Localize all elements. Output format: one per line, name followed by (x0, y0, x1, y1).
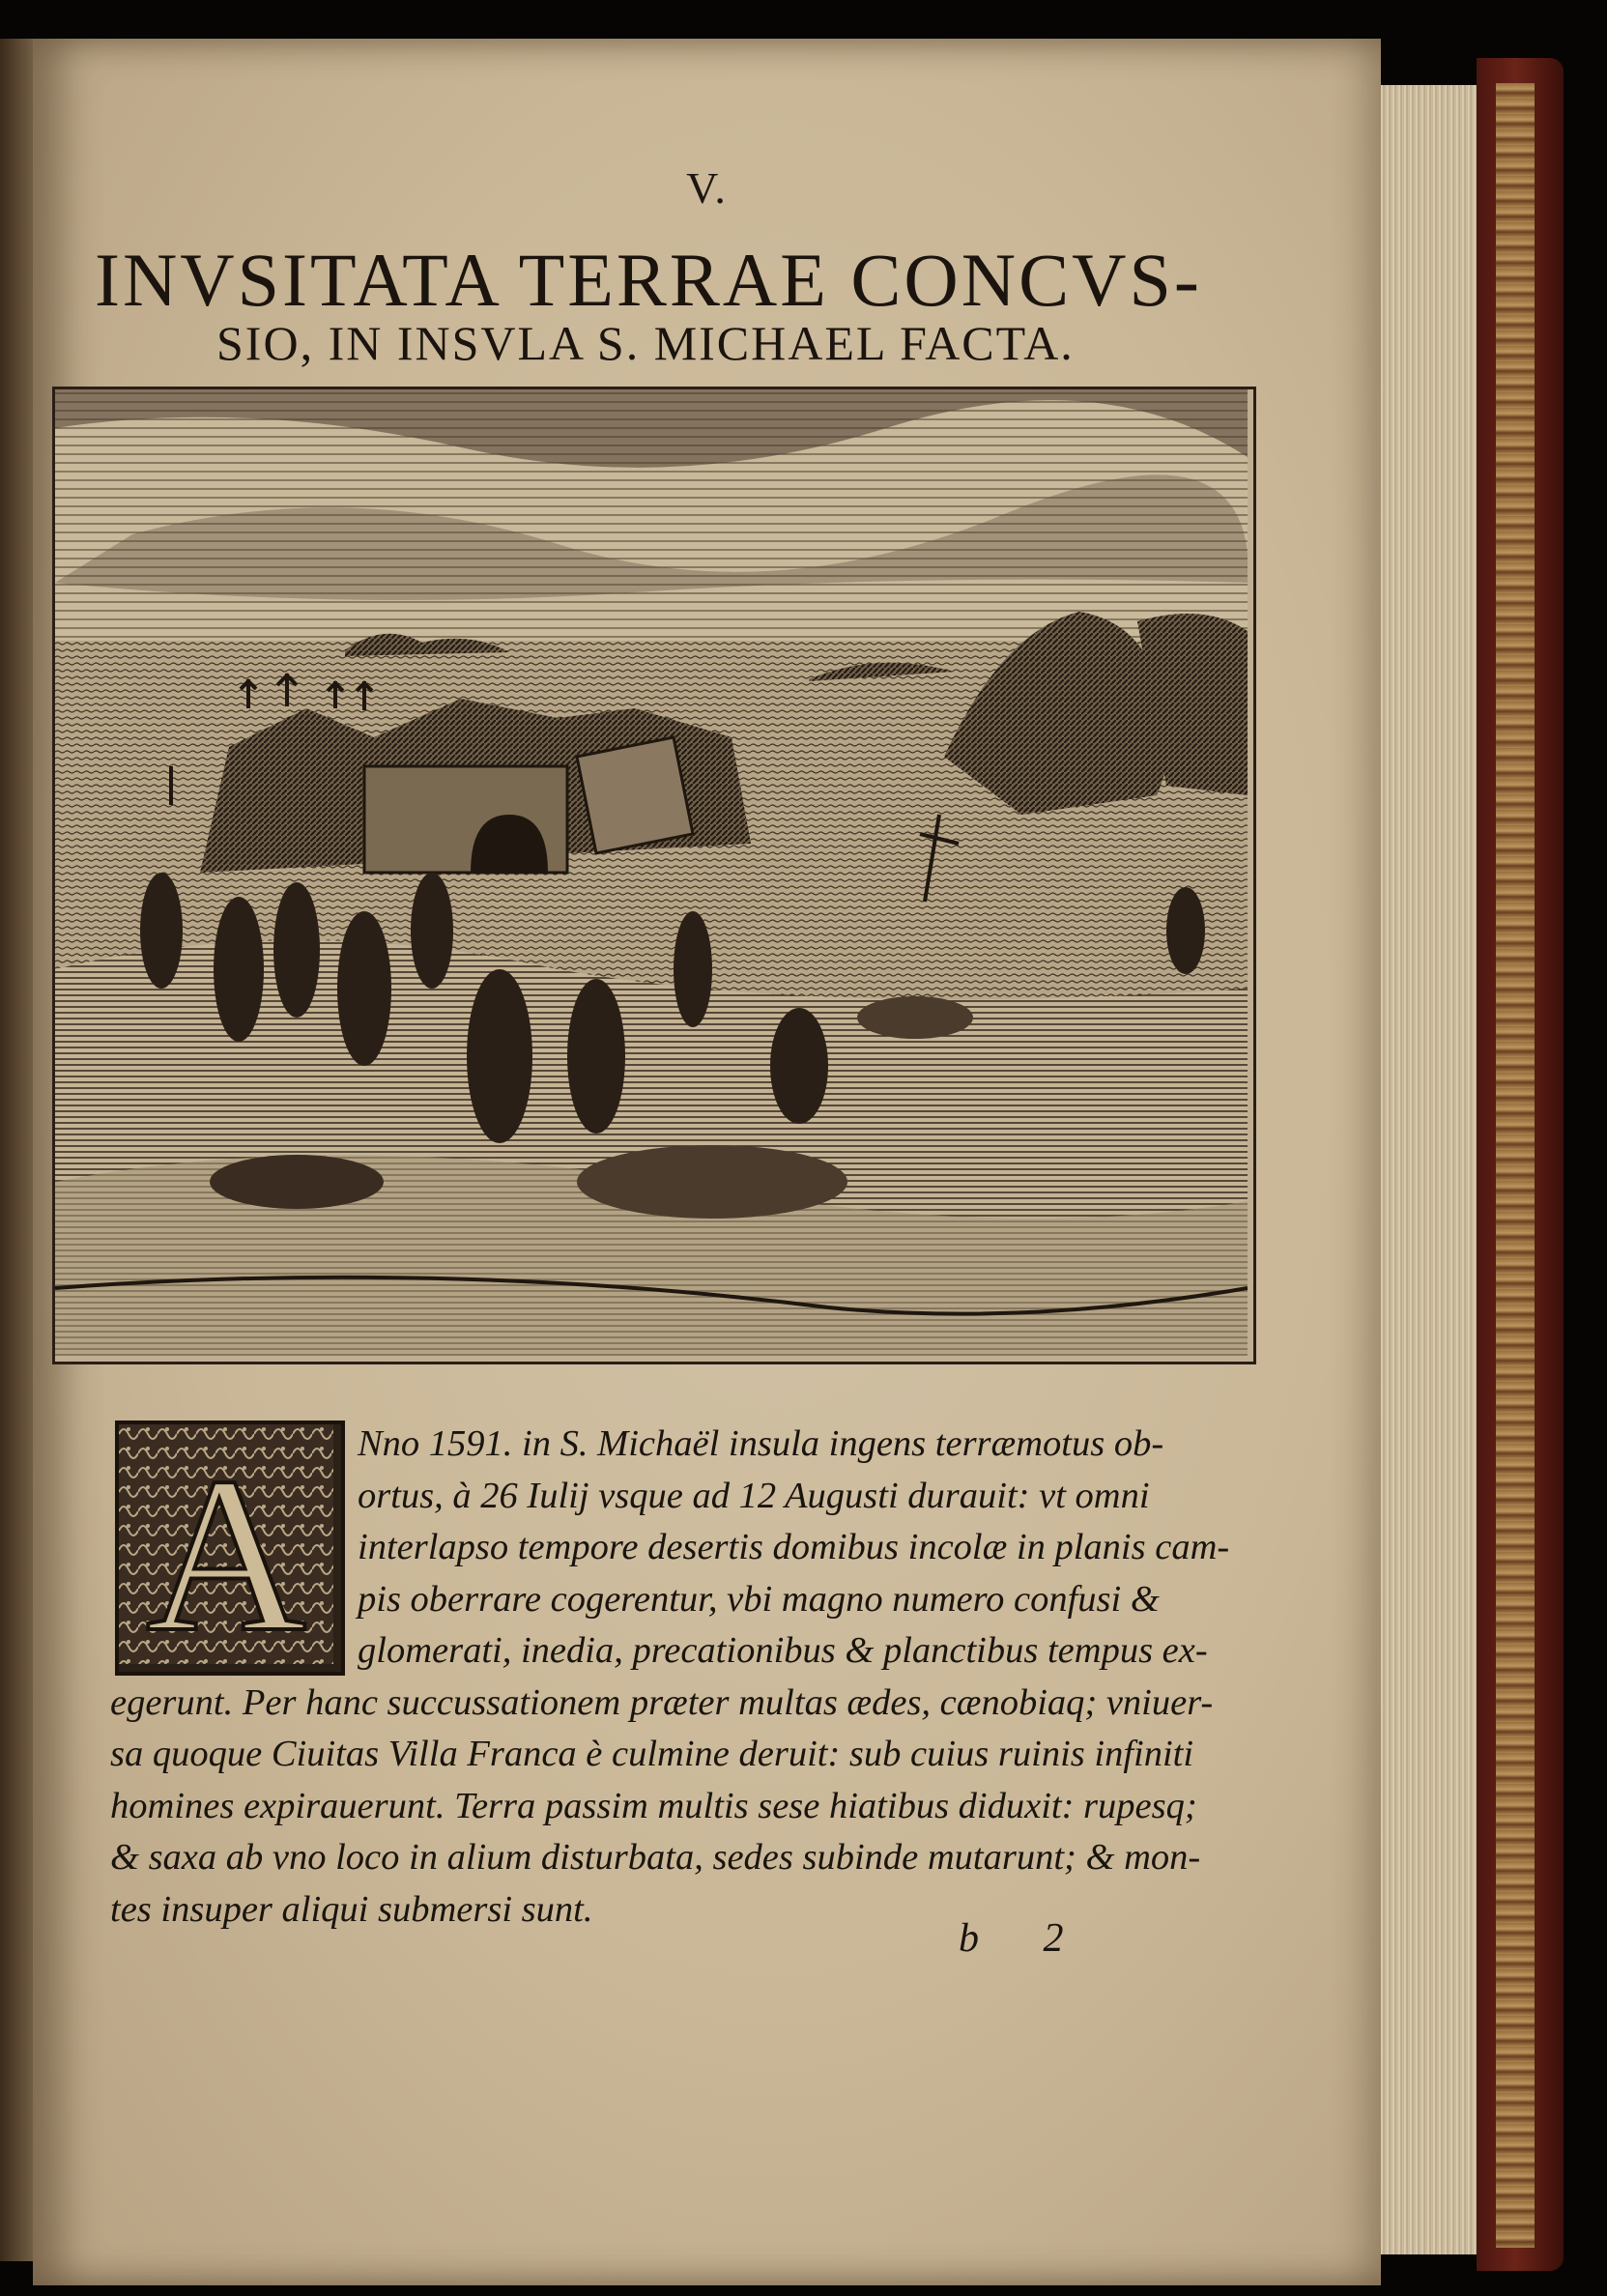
body-line: sa quoque Ciuitas Villa Franca è culmine deruit: sub cuius ruinis infiniti (110, 1734, 1194, 1774)
chapter-number: V. (686, 163, 728, 213)
body-line: homines expirauerunt. Terra passim multis sese hiatibus diduxit: rupesq; (110, 1785, 1197, 1826)
body-line: interlapso tempore desertis domibus incolæ in planis cam- (358, 1527, 1230, 1567)
body-line: glomerati, inedia, precationibus & planctibus tempus ex- (358, 1630, 1208, 1671)
body-line: pis oberrare cogerentur, vbi magno numero confusi & (358, 1578, 1160, 1620)
book-page (33, 39, 1381, 2285)
body-line: egerunt. Per hanc succussationem præter multas ædes, cænobiaq; vniuer- (110, 1681, 1214, 1723)
body-line: ortus, à 26 Iulij vsque ad 12 Augusti durauit: vt omni (358, 1475, 1150, 1516)
body-text (110, 1419, 1231, 1936)
page-signature: b 2 (959, 1916, 1091, 1961)
body-line: Nno 1591. in S. Michaël insula ingens terræmotus ob- (358, 1423, 1164, 1464)
engraving-earthquake-scene-icon (52, 387, 1256, 1364)
chapter-title-line-1: INVSITATA TERRAE CONCVS- (95, 238, 1202, 322)
drop-cap-letter: A (145, 1431, 307, 1664)
chapter-title-line-2: SIO, IN INSVLA S. MICHAEL FACTA. (216, 316, 1075, 370)
gilt-edge-decoration (1496, 83, 1535, 2248)
body-line: tes insuper aliqui submersi sunt. (110, 1888, 593, 1930)
body-line: & saxa ab vno loco in alium disturbata, sedes subinde mutarunt; & mon- (110, 1837, 1201, 1878)
